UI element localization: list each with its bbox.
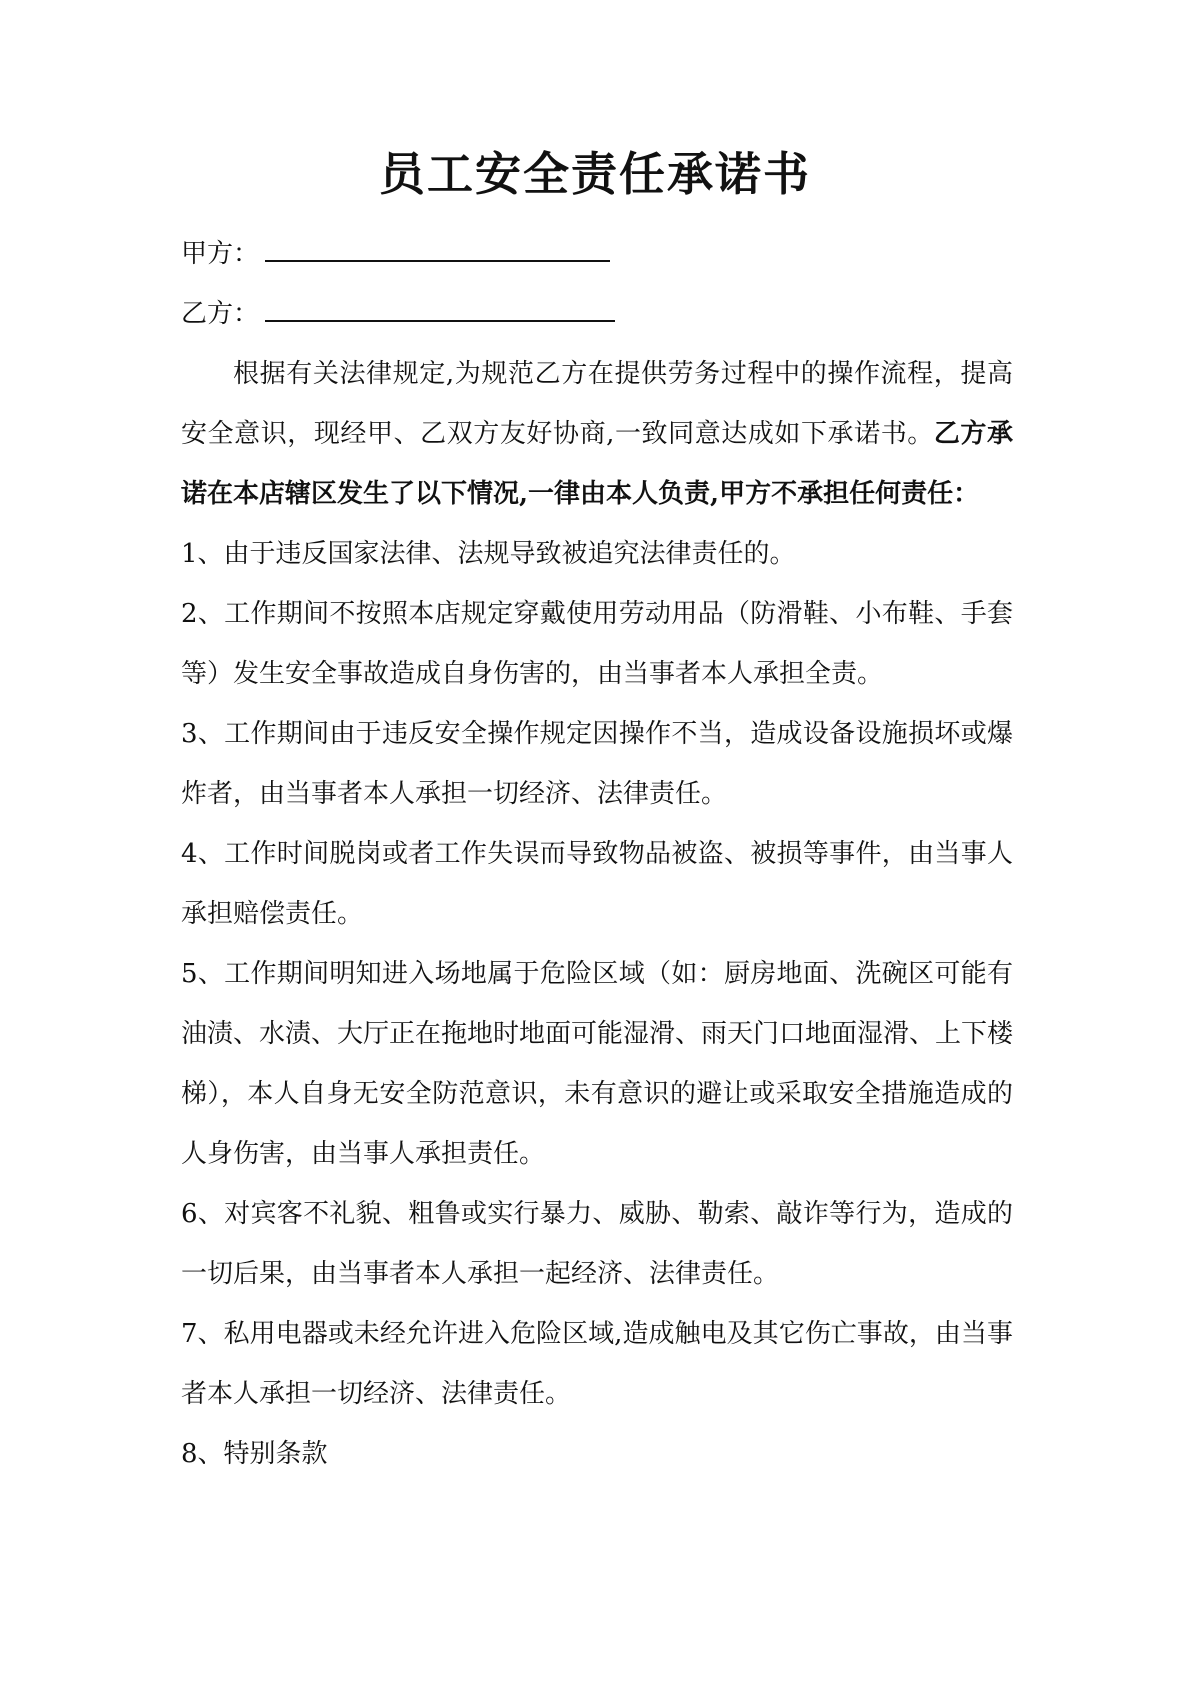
party-a-blank: [265, 236, 610, 262]
party-b-label: 乙方：: [181, 299, 260, 329]
party-b-line: [181, 284, 1013, 344]
clause-4: 4、工作时间脱岗或者工作失误而导致物品被盗、被损等事件，由当事人承担赔偿责任。: [181, 839, 1013, 929]
party-a-line: [181, 224, 1013, 284]
party-b-blank: [265, 296, 615, 322]
document-body: [181, 224, 1013, 1484]
clause-1: 1、由于违反国家法律、法规导致被追究法律责任的。: [181, 539, 796, 569]
clause-2: 2、工作期间不按照本店规定穿戴使用劳动用品（防滑鞋、小布鞋、手套等）发生安全事故造成自身伤害的，由当事者本人承担全责。: [181, 599, 1013, 689]
intro-text: 根据有关法律规定,为规范乙方在提供劳务过程中的操作流程，提高安全意识，现经甲、乙双方友好协商,一致同意达成如下承诺书。: [181, 359, 1013, 449]
clause-3: 3、工作期间由于违反安全操作规定因操作不当，造成设备设施损坏或爆炸者，由当事者本人承担一切经济、法律责任。: [181, 719, 1013, 809]
clause-5: 5、工作期间明知进入场地属于危险区域（如：厨房地面、洗碗区可能有油渍、水渍、大厅正在拖地时地面可能湿滑、雨天门口地面湿滑、上下楼梯），本人自身无安全防范意识，未有意识的避让或采取安全措施造成的人身伤害，由当事人承担责任。: [181, 959, 1014, 1169]
intro-paragraph: [181, 344, 1013, 524]
clause-7: 7、私用电器或未经允许进入危险区域,造成触电及其它伤亡事故，由当事者本人承担一切经济、法律责任。: [181, 1319, 1013, 1409]
clause-6: 6、对宾客不礼貌、粗鲁或实行暴力、威胁、勒索、敲诈等行为，造成的一切后果，由当事者本人承担一起经济、法律责任。: [181, 1199, 1013, 1289]
intro-bold-text: 乙方承诺在本店辖区发生了以下情况,一律由本人负责,甲方不承担任何责任：: [181, 419, 1013, 509]
document-title: 员工安全责任承诺书: [379, 147, 811, 201]
party-a-label: 甲方：: [181, 239, 260, 269]
clause-8: 8、特别条款: [181, 1439, 328, 1469]
